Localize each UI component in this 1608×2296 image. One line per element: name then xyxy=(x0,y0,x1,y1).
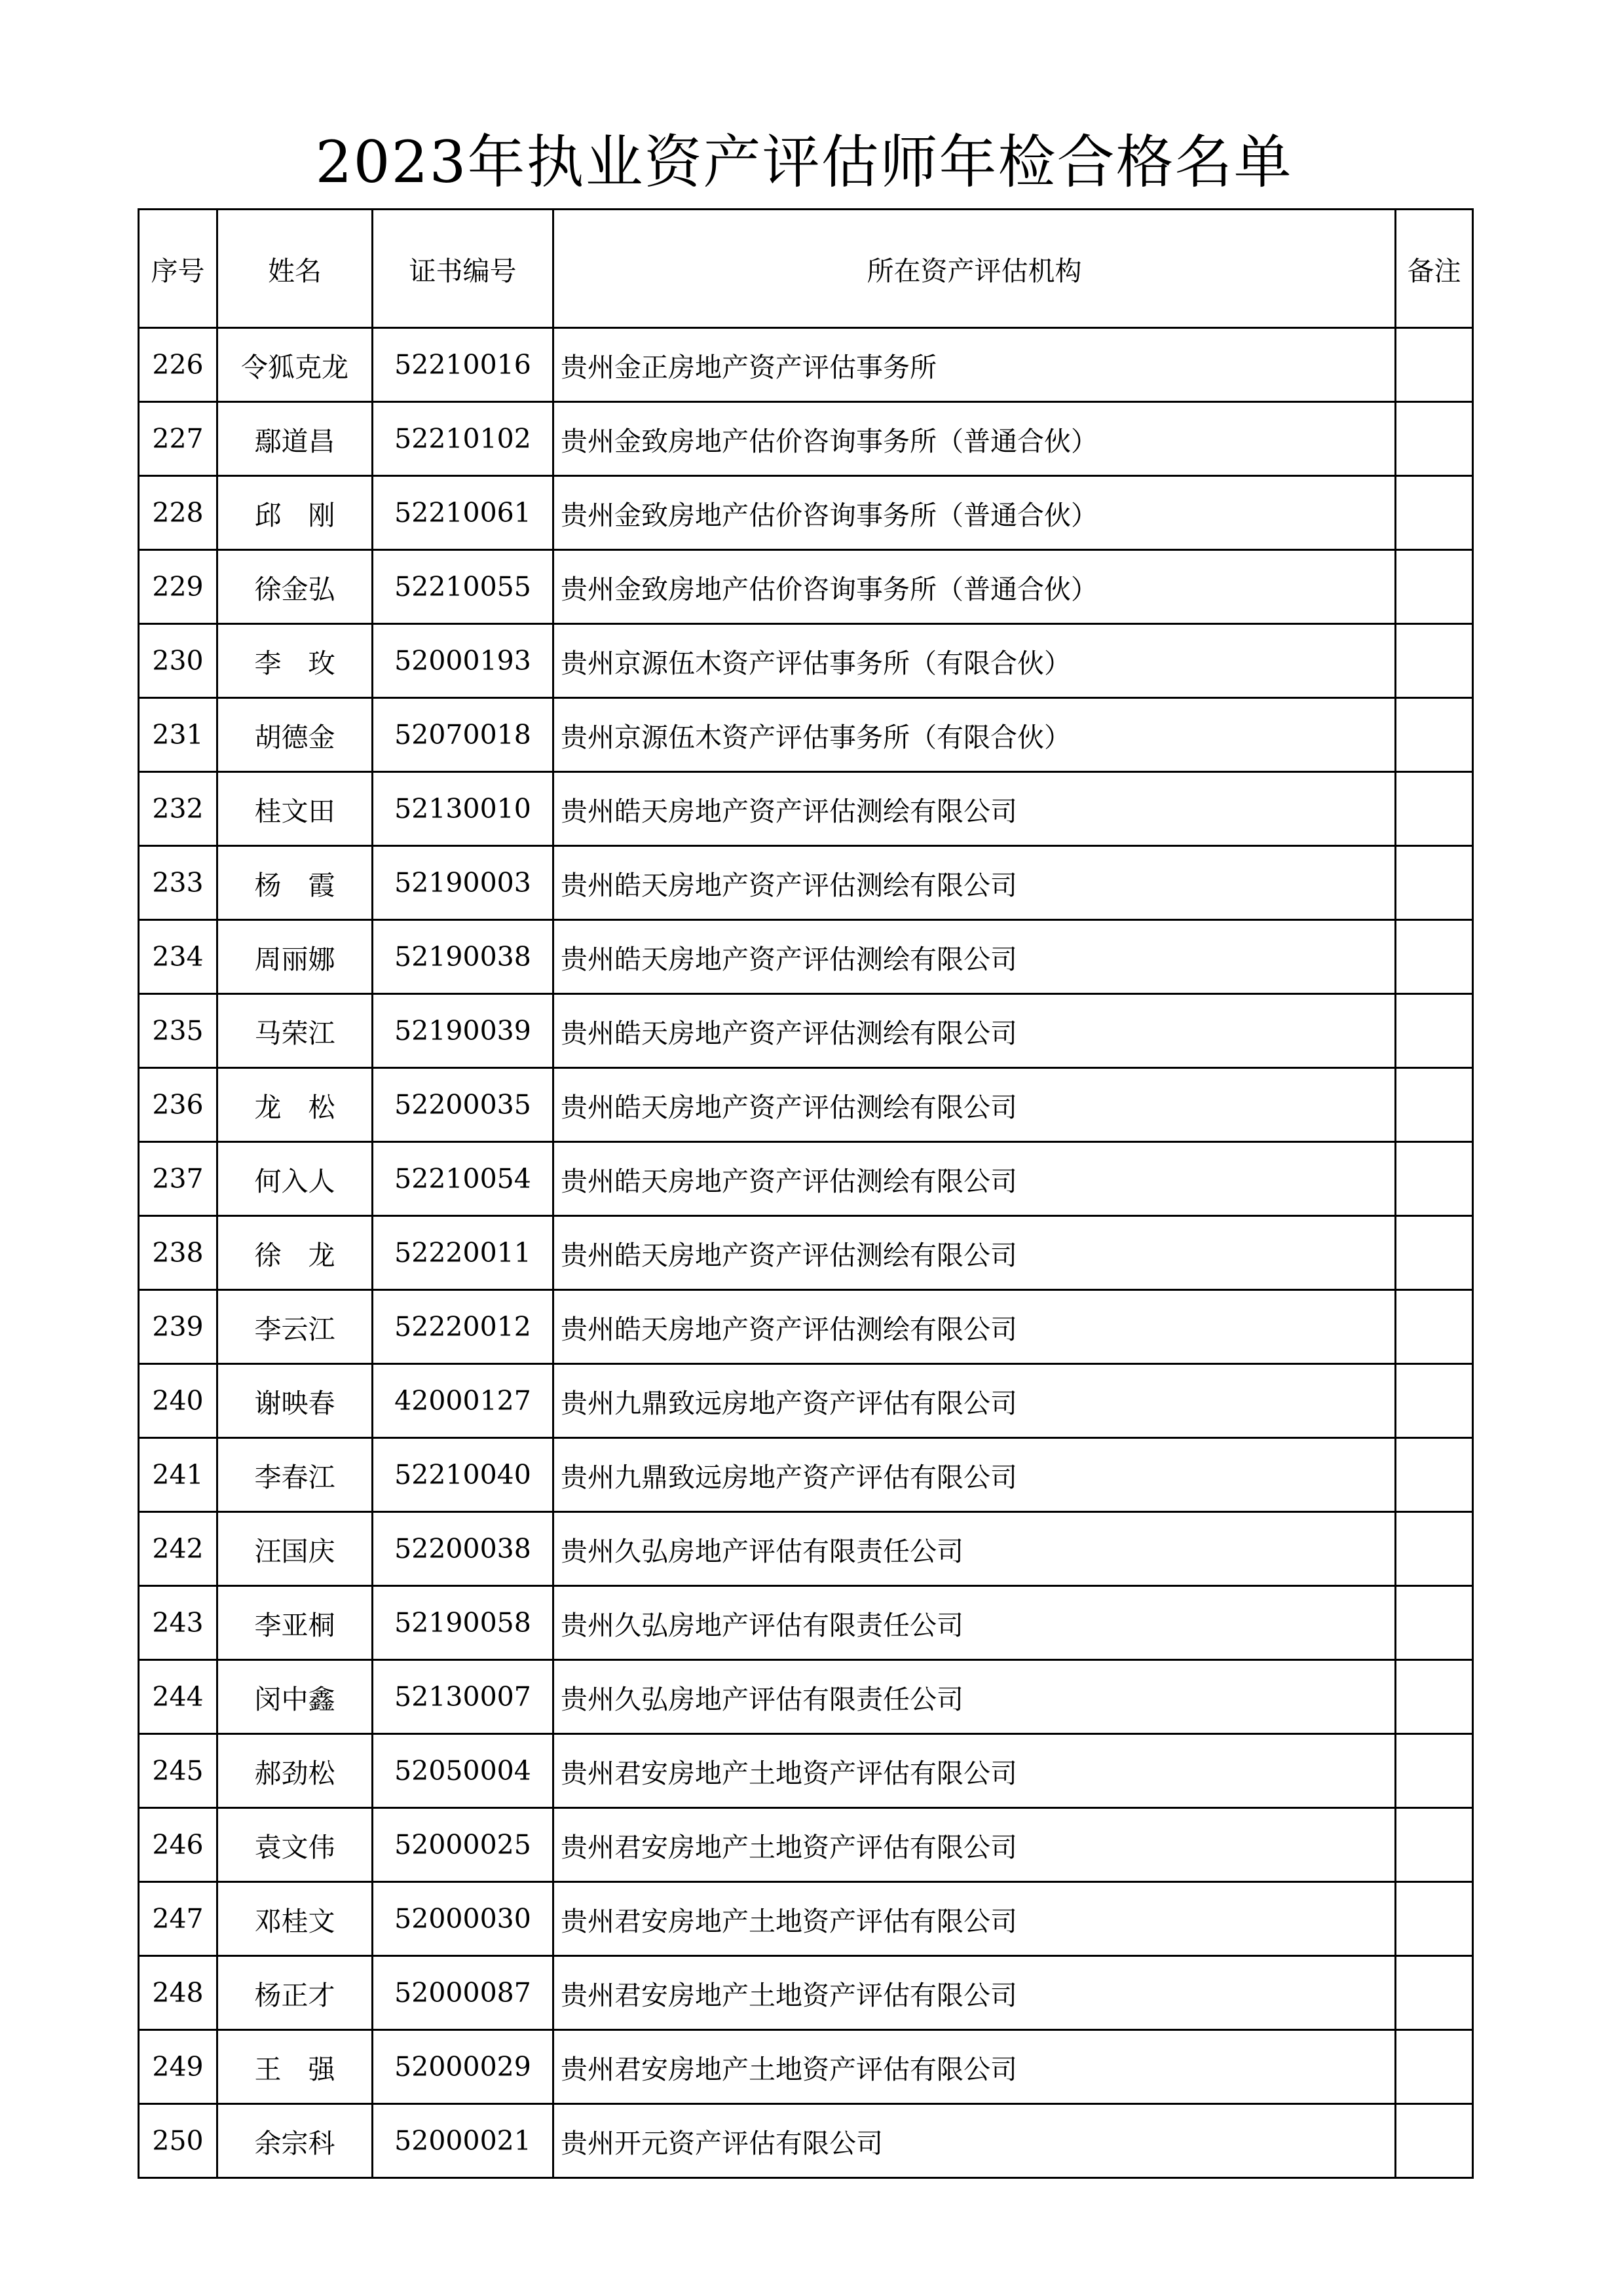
cell-cert: 52200038 xyxy=(373,1512,553,1586)
cell-name: 邓桂文 xyxy=(217,1882,373,1956)
cell-name: 周丽娜 xyxy=(217,920,373,994)
cell-seq: 248 xyxy=(139,1956,217,2030)
cell-seq: 232 xyxy=(139,772,217,846)
cell-name: 邱 刚 xyxy=(217,476,373,550)
cell-name: 龙 松 xyxy=(217,1068,373,1142)
table-row xyxy=(139,1586,1473,1660)
cell-note xyxy=(1396,1882,1473,1956)
table-row xyxy=(139,1216,1473,1290)
cell-seq: 241 xyxy=(139,1438,217,1512)
table-row xyxy=(139,1734,1473,1808)
cell-cert: 52210055 xyxy=(373,550,553,624)
cell-seq: 234 xyxy=(139,920,217,994)
cell-name: 徐金弘 xyxy=(217,550,373,624)
cell-org: 贵州京源伍木资产评估事务所（有限合伙） xyxy=(553,698,1396,772)
table-row xyxy=(139,1068,1473,1142)
cell-note xyxy=(1396,846,1473,920)
cell-name: 李云江 xyxy=(217,1290,373,1364)
cell-name: 胡德金 xyxy=(217,698,373,772)
table-row xyxy=(139,2104,1473,2178)
cell-name: 李 玫 xyxy=(217,624,373,698)
cell-cert: 52000025 xyxy=(373,1808,553,1882)
cell-seq: 229 xyxy=(139,550,217,624)
cell-name: 谢映春 xyxy=(217,1364,373,1438)
cell-note xyxy=(1396,1734,1473,1808)
cell-org: 贵州君安房地产土地资产评估有限公司 xyxy=(553,1956,1396,2030)
header-seq: 序号 xyxy=(139,210,217,328)
cell-seq: 237 xyxy=(139,1142,217,1216)
cell-name: 鄢道昌 xyxy=(217,402,373,476)
table-row xyxy=(139,1808,1473,1882)
table-row xyxy=(139,1660,1473,1734)
cell-seq: 249 xyxy=(139,2030,217,2104)
cell-cert: 52190039 xyxy=(373,994,553,1068)
cell-org: 贵州君安房地产土地资产评估有限公司 xyxy=(553,2030,1396,2104)
cell-name: 袁文伟 xyxy=(217,1808,373,1882)
cell-name: 桂文田 xyxy=(217,772,373,846)
table-row xyxy=(139,402,1473,476)
table-row xyxy=(139,476,1473,550)
cell-seq: 228 xyxy=(139,476,217,550)
cell-cert: 52210054 xyxy=(373,1142,553,1216)
cell-note xyxy=(1396,1364,1473,1438)
cell-cert: 52210016 xyxy=(373,328,553,402)
cell-cert: 52200035 xyxy=(373,1068,553,1142)
cell-org: 贵州皓天房地产资产评估测绘有限公司 xyxy=(553,1290,1396,1364)
cell-note xyxy=(1396,1216,1473,1290)
cell-note xyxy=(1396,920,1473,994)
cell-org: 贵州君安房地产土地资产评估有限公司 xyxy=(553,1734,1396,1808)
table-row xyxy=(139,550,1473,624)
table-header-row xyxy=(139,210,1473,328)
cell-org: 贵州皓天房地产资产评估测绘有限公司 xyxy=(553,1068,1396,1142)
cell-note xyxy=(1396,772,1473,846)
cell-seq: 240 xyxy=(139,1364,217,1438)
table-row xyxy=(139,2030,1473,2104)
cell-org: 贵州君安房地产土地资产评估有限公司 xyxy=(553,1808,1396,1882)
cell-org: 贵州皓天房地产资产评估测绘有限公司 xyxy=(553,846,1396,920)
cell-name: 杨 霞 xyxy=(217,846,373,920)
cell-seq: 227 xyxy=(139,402,217,476)
table-row xyxy=(139,1956,1473,2030)
cell-cert: 52190058 xyxy=(373,1586,553,1660)
cell-note xyxy=(1396,1660,1473,1734)
cell-note xyxy=(1396,1512,1473,1586)
cell-org: 贵州皓天房地产资产评估测绘有限公司 xyxy=(553,772,1396,846)
cell-name: 徐 龙 xyxy=(217,1216,373,1290)
header-note: 备注 xyxy=(1396,210,1473,328)
cell-cert: 52000087 xyxy=(373,1956,553,2030)
cell-seq: 245 xyxy=(139,1734,217,1808)
table-row xyxy=(139,846,1473,920)
cell-seq: 233 xyxy=(139,846,217,920)
table-row xyxy=(139,1438,1473,1512)
cell-org: 贵州皓天房地产资产评估测绘有限公司 xyxy=(553,994,1396,1068)
cell-note xyxy=(1396,1068,1473,1142)
cell-seq: 239 xyxy=(139,1290,217,1364)
cell-org: 贵州皓天房地产资产评估测绘有限公司 xyxy=(553,920,1396,994)
cell-org: 贵州开元资产评估有限公司 xyxy=(553,2104,1396,2178)
page-title: 2023年执业资产评估师年检合格名单 xyxy=(315,128,1293,196)
cell-seq: 230 xyxy=(139,624,217,698)
cell-cert: 52220011 xyxy=(373,1216,553,1290)
cell-note xyxy=(1396,1586,1473,1660)
cell-note xyxy=(1396,476,1473,550)
cell-note xyxy=(1396,328,1473,402)
table-row xyxy=(139,1364,1473,1438)
cell-note xyxy=(1396,994,1473,1068)
cell-name: 汪国庆 xyxy=(217,1512,373,1586)
table-body xyxy=(139,328,1473,2178)
cell-note xyxy=(1396,402,1473,476)
cell-cert: 52210061 xyxy=(373,476,553,550)
cell-org: 贵州久弘房地产评估有限责任公司 xyxy=(553,1512,1396,1586)
cell-cert: 52000030 xyxy=(373,1882,553,1956)
cell-seq: 238 xyxy=(139,1216,217,1290)
cell-seq: 231 xyxy=(139,698,217,772)
table-row xyxy=(139,698,1473,772)
cell-cert: 52220012 xyxy=(373,1290,553,1364)
cell-org: 贵州金致房地产估价咨询事务所（普通合伙） xyxy=(553,550,1396,624)
table-row xyxy=(139,1882,1473,1956)
cell-seq: 244 xyxy=(139,1660,217,1734)
cell-name: 何入人 xyxy=(217,1142,373,1216)
cell-seq: 236 xyxy=(139,1068,217,1142)
cell-cert: 52190003 xyxy=(373,846,553,920)
cell-name: 令狐克龙 xyxy=(217,328,373,402)
cell-seq: 242 xyxy=(139,1512,217,1586)
cell-cert: 52000029 xyxy=(373,2030,553,2104)
cell-org: 贵州京源伍木资产评估事务所（有限合伙） xyxy=(553,624,1396,698)
cell-name: 余宗科 xyxy=(217,2104,373,2178)
cell-cert: 52210102 xyxy=(373,402,553,476)
header-org: 所在资产评估机构 xyxy=(553,210,1396,328)
table-row xyxy=(139,624,1473,698)
cell-note xyxy=(1396,1142,1473,1216)
cell-org: 贵州久弘房地产评估有限责任公司 xyxy=(553,1586,1396,1660)
cell-note xyxy=(1396,550,1473,624)
table-row xyxy=(139,1512,1473,1586)
table-row xyxy=(139,772,1473,846)
cell-name: 王 强 xyxy=(217,2030,373,2104)
roster-table xyxy=(138,208,1474,2179)
cell-cert: 52070018 xyxy=(373,698,553,772)
cell-org: 贵州皓天房地产资产评估测绘有限公司 xyxy=(553,1216,1396,1290)
cell-cert: 52000193 xyxy=(373,624,553,698)
cell-name: 闵中鑫 xyxy=(217,1660,373,1734)
table-row xyxy=(139,994,1473,1068)
cell-cert: 52210040 xyxy=(373,1438,553,1512)
cell-name: 马荣江 xyxy=(217,994,373,1068)
cell-cert: 52130007 xyxy=(373,1660,553,1734)
cell-name: 杨正才 xyxy=(217,1956,373,2030)
cell-seq: 235 xyxy=(139,994,217,1068)
header-cert: 证书编号 xyxy=(373,210,553,328)
cell-note xyxy=(1396,1438,1473,1512)
cell-org: 贵州九鼎致远房地产资产评估有限公司 xyxy=(553,1438,1396,1512)
cell-cert: 52050004 xyxy=(373,1734,553,1808)
cell-name: 李亚桐 xyxy=(217,1586,373,1660)
cell-seq: 226 xyxy=(139,328,217,402)
table-row xyxy=(139,920,1473,994)
cell-org: 贵州金致房地产估价咨询事务所（普通合伙） xyxy=(553,402,1396,476)
cell-org: 贵州金致房地产估价咨询事务所（普通合伙） xyxy=(553,476,1396,550)
cell-note xyxy=(1396,2104,1473,2178)
cell-org: 贵州君安房地产土地资产评估有限公司 xyxy=(553,1882,1396,1956)
header-name: 姓名 xyxy=(217,210,373,328)
cell-org: 贵州金正房地产资产评估事务所 xyxy=(553,328,1396,402)
table-row xyxy=(139,1142,1473,1216)
cell-cert: 42000127 xyxy=(373,1364,553,1438)
cell-note xyxy=(1396,1956,1473,2030)
cell-seq: 243 xyxy=(139,1586,217,1660)
cell-org: 贵州九鼎致远房地产资产评估有限公司 xyxy=(553,1364,1396,1438)
cell-seq: 250 xyxy=(139,2104,217,2178)
table-row xyxy=(139,1290,1473,1364)
cell-note xyxy=(1396,1290,1473,1364)
cell-note xyxy=(1396,2030,1473,2104)
cell-name: 李春江 xyxy=(217,1438,373,1512)
cell-note xyxy=(1396,698,1473,772)
cell-seq: 246 xyxy=(139,1808,217,1882)
cell-org: 贵州久弘房地产评估有限责任公司 xyxy=(553,1660,1396,1734)
cell-seq: 247 xyxy=(139,1882,217,1956)
cell-note xyxy=(1396,1808,1473,1882)
cell-name: 郝劲松 xyxy=(217,1734,373,1808)
cell-cert: 52000021 xyxy=(373,2104,553,2178)
cell-org: 贵州皓天房地产资产评估测绘有限公司 xyxy=(553,1142,1396,1216)
table-row xyxy=(139,328,1473,402)
cell-cert: 52190038 xyxy=(373,920,553,994)
cell-note xyxy=(1396,624,1473,698)
cell-cert: 52130010 xyxy=(373,772,553,846)
